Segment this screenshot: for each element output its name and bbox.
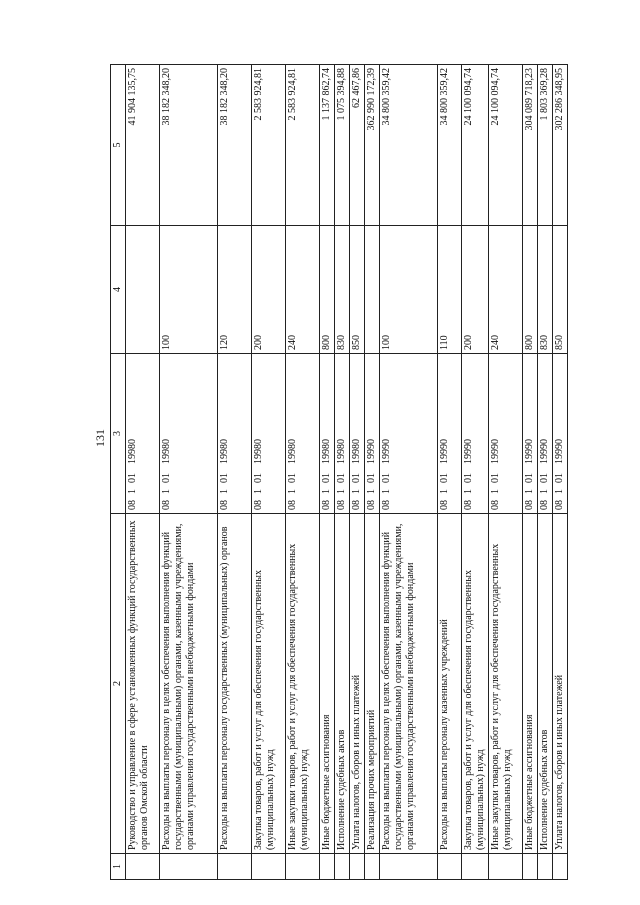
row-expense-type-cell: 830 [538,226,553,354]
code-part: 1 [321,489,332,494]
page-number: 131 [93,429,107,447]
code-part: 08 [161,500,172,510]
code-part: 1 [253,489,264,494]
row-index-cell [365,854,380,880]
row-code-cell [350,354,365,514]
row-expense-type-cell: 200 [252,226,286,354]
row-amount-cell: 24 100 094,74 [462,65,489,226]
code-part: 08 [539,500,550,510]
table-row [320,65,335,880]
row-code-cell [538,354,553,514]
table-body [126,65,568,880]
row-name-cell: Расходы на выплаты персоналу в целях обеспечения выполнения функций государственными (муниципальными) органами, казенными учреждениями, органами управления государственными внебюджетными фондами [380,514,438,854]
row-expense-type-cell: 850 [553,226,568,354]
table-row [438,65,462,880]
code-part: 08 [219,500,230,510]
code-part: 19980 [336,439,347,464]
code-part: 01 [219,473,230,483]
code-part: 01 [554,473,565,483]
code-part: 19990 [539,439,550,464]
header-col-1: 1 [111,854,126,880]
row-name-cell: Уплата налогов, сборов и иных платежей [350,514,365,854]
code-part: 01 [381,473,392,483]
row-expense-type-cell [365,226,380,354]
row-index-cell [252,854,286,880]
header-col-5: 5 [111,65,126,226]
row-index-cell [438,854,462,880]
row-code-cell [160,354,218,514]
code-part: 01 [351,473,362,483]
code-part: 19980 [161,439,172,464]
code-part: 19980 [253,439,264,464]
table-row [160,65,218,880]
row-amount-cell: 24 100 094,74 [489,65,523,226]
row-expense-type-cell: 110 [438,226,462,354]
code-part: 19990 [490,439,501,464]
code-part: 19990 [554,439,565,464]
row-amount-cell: 362 990 172,39 [365,65,380,226]
code-part: 1 [490,489,501,494]
row-code-cell [126,354,160,514]
row-code-cell [438,354,462,514]
code-part: 19990 [463,439,474,464]
code-part: 01 [490,473,501,483]
code-part: 08 [524,500,535,510]
table-row [489,65,523,880]
row-amount-cell: 1 137 862,74 [320,65,335,226]
row-code-cell [252,354,286,514]
code-part: 19980 [219,439,230,464]
row-index-cell [160,854,218,880]
row-code-cell [320,354,335,514]
table-row [462,65,489,880]
table-row [286,65,320,880]
row-index-cell [538,854,553,880]
code-part: 19990 [381,439,392,464]
row-amount-cell: 304 089 718,23 [523,65,538,226]
row-amount-cell: 1 803 369,28 [538,65,553,226]
code-part: 08 [554,500,565,510]
row-amount-cell: 34 800 359,42 [380,65,438,226]
row-index-cell [380,854,438,880]
row-amount-cell: 1 075 394,88 [335,65,350,226]
table-row [350,65,365,880]
row-name-cell: Расходы на выплаты персоналу государственных (муниципальных) органов [218,514,252,854]
code-part: 08 [490,500,501,510]
code-part: 01 [127,473,138,483]
header-col-2: 2 [111,514,126,854]
row-amount-cell: 2 583 924,81 [252,65,286,226]
table-row [252,65,286,880]
row-index-cell [335,854,350,880]
row-amount-cell: 2 583 924,81 [286,65,320,226]
row-name-cell: Исполнение судебных актов [335,514,350,854]
row-index-cell [320,854,335,880]
code-part: 01 [366,473,377,483]
row-name-cell: Расходы на выплаты персоналу казенных учреждений [438,514,462,854]
code-part: 19980 [127,439,138,464]
row-code-cell [365,354,380,514]
row-name-cell: Расходы на выплаты персоналу в целях обеспечения выполнения функций государственными (муниципальными) органами, казенными учреждениями, органами управления государственными внебюджетными фондами [160,514,218,854]
code-part: 01 [321,473,332,483]
code-part: 08 [463,500,474,510]
code-part: 01 [524,473,535,483]
row-expense-type-cell: 200 [462,226,489,354]
code-part: 08 [336,500,347,510]
row-index-cell [462,854,489,880]
code-part: 1 [127,489,138,494]
table-row [553,65,568,880]
code-part: 01 [287,473,298,483]
code-part: 1 [381,489,392,494]
code-part: 1 [463,489,474,494]
row-name-cell: Руководство и управление в сфере установленных функций государственных органов Омской области [126,514,160,854]
row-expense-type-cell: 850 [350,226,365,354]
table-row [126,65,160,880]
row-index-cell [553,854,568,880]
row-index-cell [126,854,160,880]
rotated-table-container [110,65,565,880]
code-part: 19980 [321,439,332,464]
row-index-cell [218,854,252,880]
table-header-row [111,65,126,880]
code-part: 1 [287,489,298,494]
row-name-cell: Иные бюджетные ассигнования [523,514,538,854]
row-name-cell: Реализация прочих мероприятий [365,514,380,854]
code-part: 1 [219,489,230,494]
code-part: 01 [463,473,474,483]
code-part: 08 [287,500,298,510]
row-index-cell [286,854,320,880]
row-name-cell: Закупка товаров, работ и услуг для обеспечения государственных (муниципальных) нужд [252,514,286,854]
code-part: 1 [161,489,172,494]
row-expense-type-cell: 800 [320,226,335,354]
row-name-cell: Иные закупки товаров, работ и услуг для обеспечения государственных (муниципальных) нужд [286,514,320,854]
row-name-cell: Закупка товаров, работ и услуг для обеспечения государственных (муниципальных) нужд [462,514,489,854]
row-index-cell [350,854,365,880]
code-part: 1 [336,489,347,494]
code-part: 19990 [524,439,535,464]
row-code-cell [335,354,350,514]
code-part: 1 [524,489,535,494]
row-amount-cell: 34 800 359,42 [438,65,462,226]
row-name-cell: Уплата налогов, сборов и иных платежей [553,514,568,854]
code-part: 01 [539,473,550,483]
table-row [523,65,538,880]
table-row [365,65,380,880]
row-code-cell [218,354,252,514]
row-expense-type-cell: 800 [523,226,538,354]
row-code-cell [286,354,320,514]
code-part: 19990 [439,439,450,464]
row-code-cell [489,354,523,514]
code-part: 08 [253,500,264,510]
code-part: 01 [439,473,450,483]
row-expense-type-cell: 100 [380,226,438,354]
row-index-cell [489,854,523,880]
row-code-cell [380,354,438,514]
code-part: 1 [554,489,565,494]
code-part: 19980 [351,439,362,464]
row-name-cell: Иные закупки товаров, работ и услуг для обеспечения государственных (муниципальных) нужд [489,514,523,854]
row-expense-type-cell: 120 [218,226,252,354]
header-col-4: 4 [111,226,126,354]
code-part: 01 [161,473,172,483]
table-row [218,65,252,880]
row-code-cell [553,354,568,514]
row-expense-type-cell: 240 [286,226,320,354]
code-part: 01 [336,473,347,483]
code-part: 08 [321,500,332,510]
code-part: 08 [351,500,362,510]
code-part: 1 [351,489,362,494]
code-part: 08 [127,500,138,510]
table-row [538,65,553,880]
row-expense-type-cell [126,226,160,354]
table-row [380,65,438,880]
code-part: 1 [539,489,550,494]
code-part: 1 [439,489,450,494]
row-expense-type-cell: 240 [489,226,523,354]
row-code-cell [462,354,489,514]
code-part: 19990 [366,439,377,464]
code-part: 1 [366,489,377,494]
table-row [335,65,350,880]
row-name-cell: Иные бюджетные ассигнования [320,514,335,854]
code-part: 01 [253,473,264,483]
row-amount-cell: 41 904 135,75 [126,65,160,226]
row-amount-cell: 62 467,86 [350,65,365,226]
row-name-cell: Исполнение судебных актов [538,514,553,854]
row-index-cell [523,854,538,880]
row-amount-cell: 302 286 348,95 [553,65,568,226]
row-code-cell [523,354,538,514]
code-part: 08 [439,500,450,510]
row-amount-cell: 38 182 348,20 [160,65,218,226]
row-expense-type-cell: 830 [335,226,350,354]
row-amount-cell: 38 182 348,20 [218,65,252,226]
code-part: 08 [381,500,392,510]
row-expense-type-cell: 100 [160,226,218,354]
code-part: 08 [366,500,377,510]
header-col-3: 3 [111,354,126,514]
code-part: 19980 [287,439,298,464]
budget-table [110,64,568,880]
